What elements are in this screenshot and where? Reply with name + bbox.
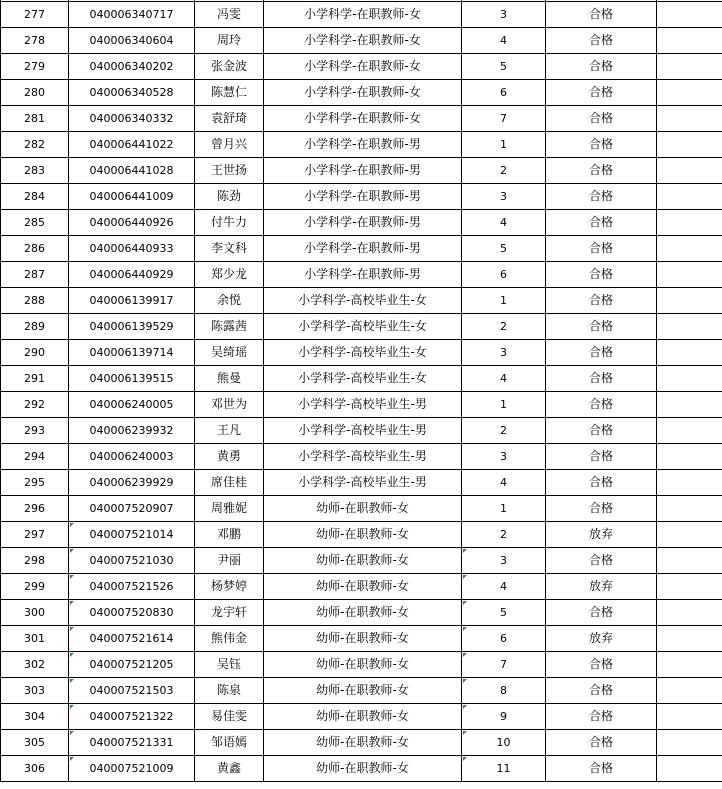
cell-result: 合格	[546, 392, 657, 418]
cell-result: 合格	[546, 756, 657, 782]
cell-result: 合格	[546, 444, 657, 470]
cell-id: 040006139515	[69, 366, 195, 392]
cell-id: 040006340332	[69, 106, 195, 132]
cell-no: 294	[1, 444, 69, 470]
table-row	[1, 600, 722, 626]
table-row	[1, 392, 722, 418]
cell-no: 287	[1, 262, 69, 288]
cell-rank: 6	[462, 80, 546, 106]
cell-name: 王凡	[195, 418, 264, 444]
cell-no: 304	[1, 704, 69, 730]
cell-rank: 4	[462, 470, 546, 496]
cell-id: 040006441028	[69, 158, 195, 184]
cell-category: 小学科学-在职教师-男	[264, 262, 462, 288]
cell-category: 小学科学-在职教师-男	[264, 158, 462, 184]
cell-no: 281	[1, 106, 69, 132]
cell-name: 付牛力	[195, 210, 264, 236]
cell-extra	[657, 678, 722, 704]
cell-rank	[462, 756, 546, 782]
table-row	[1, 678, 722, 704]
cell-result: 合格	[546, 600, 657, 626]
cell-no: 301	[1, 626, 69, 652]
cell-category: 小学科学-高校毕业生-男	[264, 392, 462, 418]
cell-result: 合格	[546, 158, 657, 184]
cell-rank	[462, 652, 546, 678]
cell-id: 040006440929	[69, 262, 195, 288]
cell-name: 郑少龙	[195, 262, 264, 288]
cell-category: 小学科学-在职教师-男	[264, 184, 462, 210]
cell-rank	[462, 626, 546, 652]
cell-note-marker	[70, 731, 74, 735]
cell-extra	[657, 730, 722, 756]
cell-name: 熊曼	[195, 366, 264, 392]
cell-result: 合格	[546, 236, 657, 262]
cell-name: 邓鹏	[195, 522, 264, 548]
cell-note-marker	[463, 627, 467, 631]
cell-no: 280	[1, 80, 69, 106]
cell-extra	[657, 2, 722, 28]
table-row	[1, 366, 722, 392]
cell-name: 吴绮瑶	[195, 340, 264, 366]
cell-result: 放弃	[546, 522, 657, 548]
cell-no: 288	[1, 288, 69, 314]
cell-rank-text: 3	[500, 554, 507, 567]
cell-name: 李文科	[195, 236, 264, 262]
cell-note-marker	[463, 549, 467, 553]
cell-note-marker	[463, 575, 467, 579]
cell-extra	[657, 210, 722, 236]
cell-name: 陈慧仁	[195, 80, 264, 106]
cell-note-marker	[70, 627, 74, 631]
cell-rank: 6	[462, 262, 546, 288]
cell-no: 300	[1, 600, 69, 626]
cell-id: 040006340528	[69, 80, 195, 106]
cell-result: 合格	[546, 262, 657, 288]
cell-extra	[657, 418, 722, 444]
cell-rank: 1	[462, 496, 546, 522]
table-row	[1, 444, 722, 470]
cell-name: 邹语嫣	[195, 730, 264, 756]
cell-no: 283	[1, 158, 69, 184]
cell-note-marker	[463, 757, 467, 761]
cell-rank: 3	[462, 340, 546, 366]
table-row	[1, 418, 722, 444]
cell-extra	[657, 262, 722, 288]
cell-category: 小学科学-高校毕业生-女	[264, 366, 462, 392]
table-row	[1, 652, 722, 678]
cell-id	[69, 600, 195, 626]
cell-note-marker	[70, 653, 74, 657]
cell-extra	[657, 704, 722, 730]
table-row	[1, 210, 722, 236]
cell-category: 小学科学-高校毕业生-女	[264, 340, 462, 366]
cell-name: 陈劲	[195, 184, 264, 210]
cell-name: 王世扬	[195, 158, 264, 184]
cell-name: 周雅妮	[195, 496, 264, 522]
cell-extra	[657, 470, 722, 496]
cell-id: 040006139917	[69, 288, 195, 314]
cell-no: 292	[1, 392, 69, 418]
cell-note-marker	[463, 731, 467, 735]
cell-name: 易佳雯	[195, 704, 264, 730]
table-row	[1, 80, 722, 106]
cell-rank-text: 9	[500, 710, 507, 723]
table-row	[1, 340, 722, 366]
cell-category: 小学科学-在职教师-女	[264, 106, 462, 132]
cell-no: 286	[1, 236, 69, 262]
cell-rank: 2	[462, 314, 546, 340]
cell-result: 放弃	[546, 626, 657, 652]
table-row	[1, 262, 722, 288]
table-row	[1, 184, 722, 210]
cell-rank: 3	[462, 444, 546, 470]
table-row	[1, 626, 722, 652]
cell-category: 小学科学-在职教师-男	[264, 132, 462, 158]
cell-name: 曾月兴	[195, 132, 264, 158]
cell-id	[69, 548, 195, 574]
table-row	[1, 470, 722, 496]
table-row	[1, 106, 722, 132]
cell-extra	[657, 158, 722, 184]
cell-no: 284	[1, 184, 69, 210]
cell-name: 杨梦婷	[195, 574, 264, 600]
table-row	[1, 236, 722, 262]
cell-extra	[657, 28, 722, 54]
cell-result: 合格	[546, 28, 657, 54]
table-body	[1, 0, 722, 782]
table-row	[1, 158, 722, 184]
cell-no: 289	[1, 314, 69, 340]
cell-result: 合格	[546, 184, 657, 210]
cell-note-marker	[463, 653, 467, 657]
cell-category: 幼师-在职教师-女	[264, 496, 462, 522]
cell-category: 幼师-在职教师-女	[264, 756, 462, 782]
cell-id-text: 040007521322	[89, 710, 174, 723]
cell-name: 余悦	[195, 288, 264, 314]
cell-extra	[657, 132, 722, 158]
cell-result: 合格	[546, 678, 657, 704]
cell-category: 幼师-在职教师-女	[264, 574, 462, 600]
cell-name: 黄鑫	[195, 756, 264, 782]
table-row	[1, 132, 722, 158]
cell-name: 冯雯	[195, 2, 264, 28]
cell-category: 小学科学-在职教师-女	[264, 80, 462, 106]
cell-rank: 2	[462, 522, 546, 548]
table-row	[1, 288, 722, 314]
cell-rank: 5	[462, 236, 546, 262]
cell-extra	[657, 756, 722, 782]
cell-category: 幼师-在职教师-女	[264, 522, 462, 548]
cell-extra	[657, 80, 722, 106]
cell-extra	[657, 600, 722, 626]
cell-extra	[657, 366, 722, 392]
cell-no: 299	[1, 574, 69, 600]
cell-no: 278	[1, 28, 69, 54]
cell-note-marker	[70, 523, 74, 527]
cell-rank	[462, 548, 546, 574]
cell-rank: 3	[462, 2, 546, 28]
cell-category: 幼师-在职教师-女	[264, 652, 462, 678]
cell-id	[69, 756, 195, 782]
cell-note-marker	[70, 601, 74, 605]
cell-result: 合格	[546, 496, 657, 522]
cell-rank-text: 8	[500, 684, 507, 697]
table-row	[1, 756, 722, 782]
cell-name: 熊伟金	[195, 626, 264, 652]
cell-result: 合格	[546, 288, 657, 314]
cell-rank	[462, 704, 546, 730]
cell-id	[69, 626, 195, 652]
cell-rank: 1	[462, 288, 546, 314]
cell-extra	[657, 236, 722, 262]
table-row	[1, 2, 722, 28]
cell-id	[69, 652, 195, 678]
cell-extra	[657, 652, 722, 678]
cell-rank: 1	[462, 392, 546, 418]
cell-id	[69, 522, 195, 548]
cell-id: 040006139529	[69, 314, 195, 340]
cell-no: 285	[1, 210, 69, 236]
table-row	[1, 496, 722, 522]
cell-name: 吴钰	[195, 652, 264, 678]
cell-rank: 7	[462, 106, 546, 132]
cell-extra	[657, 626, 722, 652]
cell-result: 合格	[546, 366, 657, 392]
cell-result: 合格	[546, 314, 657, 340]
cell-id	[69, 678, 195, 704]
cell-result: 合格	[546, 106, 657, 132]
cell-id: 040006441022	[69, 132, 195, 158]
cell-no: 277	[1, 2, 69, 28]
cell-result: 合格	[546, 54, 657, 80]
cell-note-marker	[70, 705, 74, 709]
cell-id-text: 040007520830	[89, 606, 174, 619]
cell-extra	[657, 444, 722, 470]
cell-result: 合格	[546, 704, 657, 730]
cell-id: 040006240005	[69, 392, 195, 418]
cell-rank-text: 10	[496, 736, 511, 749]
cell-rank: 2	[462, 418, 546, 444]
table-row	[1, 730, 722, 756]
cell-no: 298	[1, 548, 69, 574]
cell-no: 303	[1, 678, 69, 704]
cell-note-marker	[463, 601, 467, 605]
cell-id: 040006239932	[69, 418, 195, 444]
cell-no: 279	[1, 54, 69, 80]
cell-id: 040006440933	[69, 236, 195, 262]
cell-rank-text: 5	[500, 606, 507, 619]
cell-no: 306	[1, 756, 69, 782]
cell-result: 合格	[546, 418, 657, 444]
cell-id: 040006340604	[69, 28, 195, 54]
cell-result: 合格	[546, 210, 657, 236]
cell-extra	[657, 54, 722, 80]
cell-result: 合格	[546, 548, 657, 574]
cell-id	[69, 730, 195, 756]
cell-name: 黄勇	[195, 444, 264, 470]
cell-id: 040006340717	[69, 2, 195, 28]
table-row	[1, 704, 722, 730]
cell-rank-text: 11	[496, 762, 511, 775]
cell-no: 302	[1, 652, 69, 678]
cell-category: 小学科学-高校毕业生-男	[264, 418, 462, 444]
cell-extra	[657, 184, 722, 210]
cell-id-text: 040007521331	[89, 736, 174, 749]
cell-name: 陈露茜	[195, 314, 264, 340]
cell-no: 305	[1, 730, 69, 756]
cell-extra	[657, 340, 722, 366]
table-row	[1, 548, 722, 574]
cell-id-text: 040007521030	[89, 554, 174, 567]
cell-id: 040006340202	[69, 54, 195, 80]
cell-result: 放弃	[546, 574, 657, 600]
cell-id: 040007520907	[69, 496, 195, 522]
cell-category: 小学科学-高校毕业生-男	[264, 470, 462, 496]
cell-extra	[657, 496, 722, 522]
cell-rank: 4	[462, 366, 546, 392]
cell-no: 291	[1, 366, 69, 392]
cell-rank	[462, 678, 546, 704]
cell-rank	[462, 600, 546, 626]
cell-rank: 2	[462, 158, 546, 184]
cell-rank-text: 7	[500, 658, 507, 671]
cell-result: 合格	[546, 470, 657, 496]
cell-note-marker	[463, 679, 467, 683]
cell-category: 小学科学-高校毕业生-女	[264, 288, 462, 314]
cell-id: 040006239929	[69, 470, 195, 496]
cell-rank: 1	[462, 132, 546, 158]
cell-note-marker	[70, 679, 74, 683]
cell-id: 040006240003	[69, 444, 195, 470]
cell-note-marker	[463, 705, 467, 709]
cell-id: 040006441009	[69, 184, 195, 210]
cell-name: 席佳桂	[195, 470, 264, 496]
cell-category: 幼师-在职教师-女	[264, 730, 462, 756]
cell-category: 小学科学-高校毕业生-男	[264, 444, 462, 470]
cell-rank	[462, 574, 546, 600]
cell-category: 小学科学-在职教师-女	[264, 54, 462, 80]
cell-category: 小学科学-高校毕业生-女	[264, 314, 462, 340]
cell-category: 小学科学-在职教师-女	[264, 28, 462, 54]
cell-id-text: 040007521503	[89, 684, 174, 697]
cell-result: 合格	[546, 340, 657, 366]
cell-id-text: 040007521009	[89, 762, 174, 775]
cell-result: 合格	[546, 132, 657, 158]
cell-extra	[657, 314, 722, 340]
cell-name: 周玲	[195, 28, 264, 54]
cell-category: 小学科学-在职教师-男	[264, 210, 462, 236]
cell-extra	[657, 106, 722, 132]
table-row	[1, 574, 722, 600]
cell-category: 幼师-在职教师-女	[264, 704, 462, 730]
cell-name: 张金波	[195, 54, 264, 80]
cell-rank: 4	[462, 210, 546, 236]
cell-name: 陈泉	[195, 678, 264, 704]
cell-rank-text: 4	[500, 580, 507, 593]
cell-category: 小学科学-在职教师-女	[264, 2, 462, 28]
cell-rank: 5	[462, 54, 546, 80]
cell-result: 合格	[546, 730, 657, 756]
cell-category: 小学科学-在职教师-男	[264, 236, 462, 262]
cell-extra	[657, 574, 722, 600]
cell-id-text: 040007521205	[89, 658, 174, 671]
cell-name: 邓世为	[195, 392, 264, 418]
cell-id	[69, 574, 195, 600]
cell-rank: 3	[462, 184, 546, 210]
cell-extra	[657, 522, 722, 548]
table-row	[1, 28, 722, 54]
table-row	[1, 54, 722, 80]
cell-rank	[462, 730, 546, 756]
cell-no: 297	[1, 522, 69, 548]
cell-result: 合格	[546, 80, 657, 106]
cell-note-marker	[70, 757, 74, 761]
cell-id	[69, 704, 195, 730]
cell-extra	[657, 392, 722, 418]
table-row	[1, 522, 722, 548]
cell-name: 尹丽	[195, 548, 264, 574]
cell-no: 295	[1, 470, 69, 496]
cell-id: 040006440926	[69, 210, 195, 236]
cell-no: 293	[1, 418, 69, 444]
cell-id-text: 040007521614	[89, 632, 174, 645]
cell-result: 合格	[546, 2, 657, 28]
cell-result: 合格	[546, 652, 657, 678]
cell-no: 282	[1, 132, 69, 158]
cell-extra	[657, 548, 722, 574]
cell-id: 040006139714	[69, 340, 195, 366]
cell-id-text: 040007521014	[89, 528, 174, 541]
cell-category: 幼师-在职教师-女	[264, 600, 462, 626]
cell-extra	[657, 288, 722, 314]
cell-category: 幼师-在职教师-女	[264, 548, 462, 574]
cell-id-text: 040007521526	[89, 580, 174, 593]
cell-no: 296	[1, 496, 69, 522]
cell-note-marker	[70, 549, 74, 553]
cell-no: 290	[1, 340, 69, 366]
cell-note-marker	[70, 575, 74, 579]
table-row	[1, 314, 722, 340]
cell-rank: 4	[462, 28, 546, 54]
cell-category: 幼师-在职教师-女	[264, 678, 462, 704]
cell-name: 袁舒琦	[195, 106, 264, 132]
cell-name: 龙宇轩	[195, 600, 264, 626]
cell-rank-text: 6	[500, 632, 507, 645]
cell-category: 幼师-在职教师-女	[264, 626, 462, 652]
